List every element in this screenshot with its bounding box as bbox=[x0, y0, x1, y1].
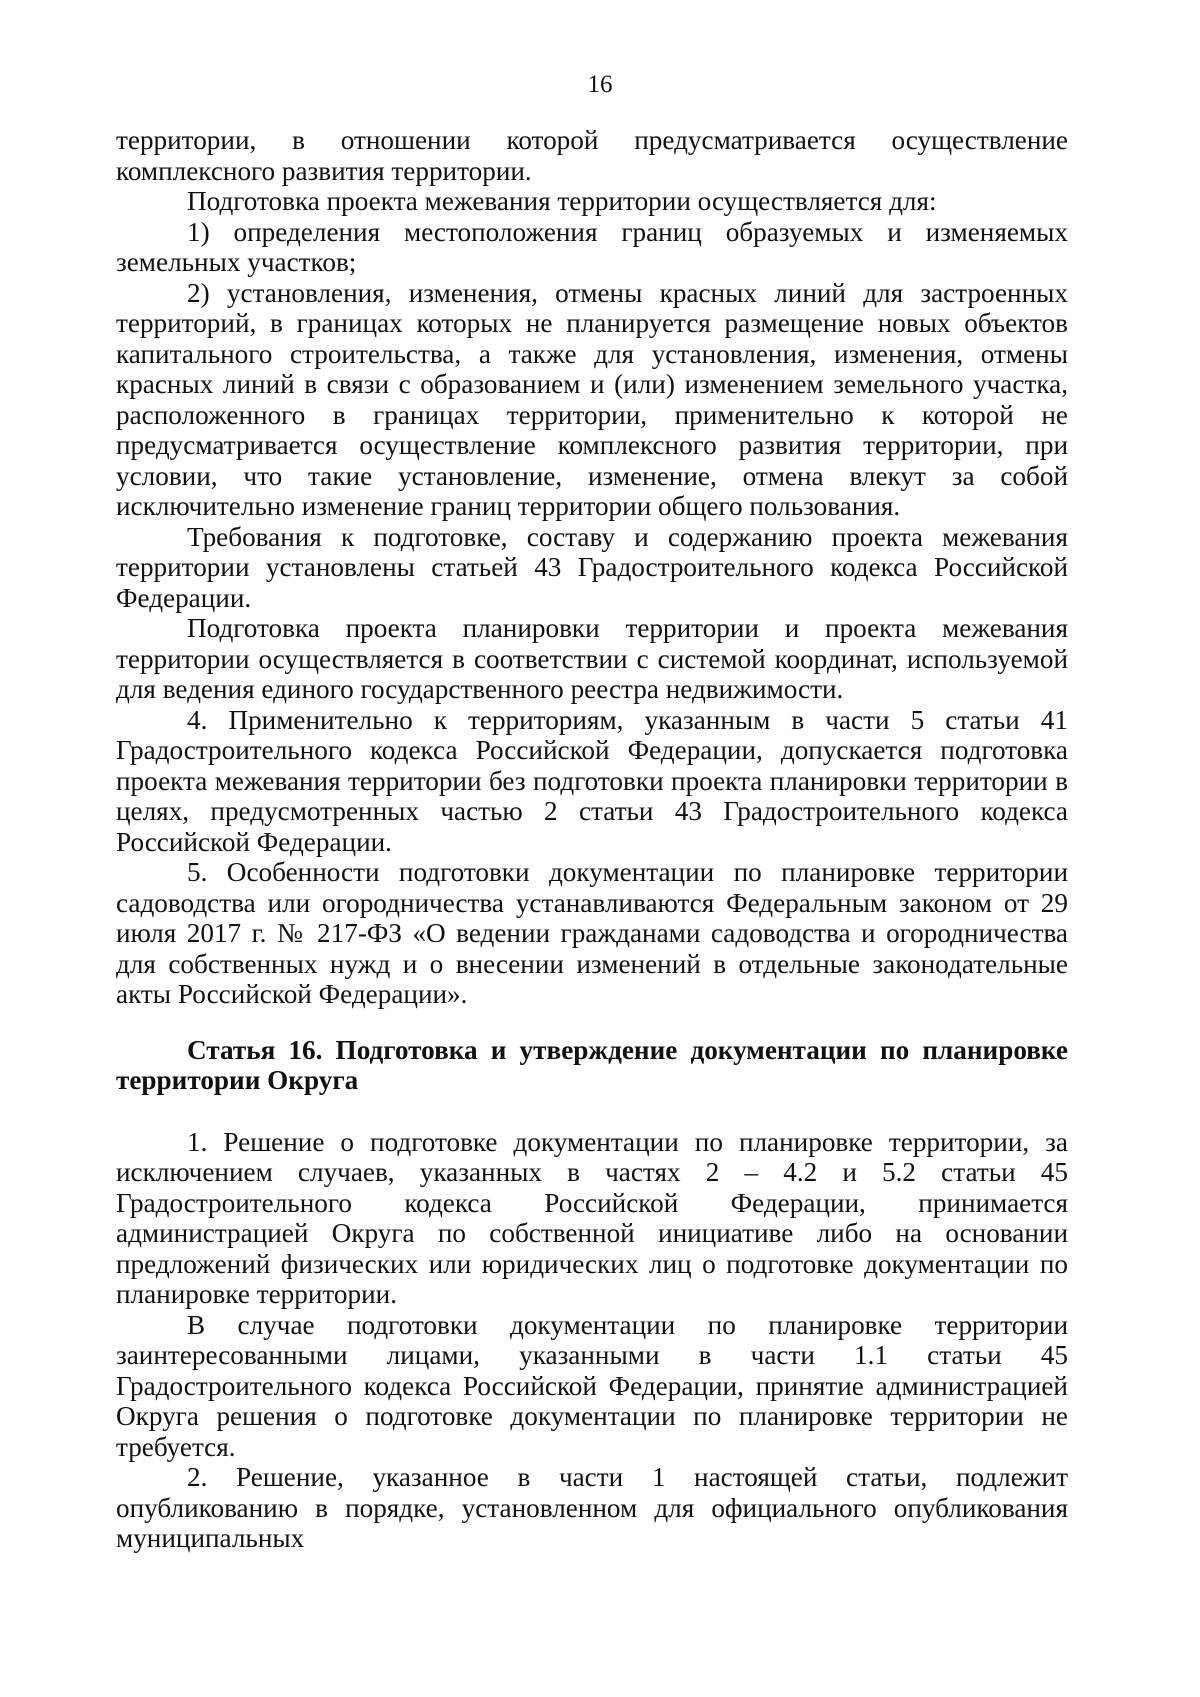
paragraph: В случае подготовки документации по планировке территории заинтересованными лицами, указанными в части 1.1 статьи 45 Градостроительного кодекса Российской Федерации, принятие администрацией Округа решения о подготовке документации по планировке территории не требуется. bbox=[116, 1309, 1068, 1462]
paragraphs-bottom bbox=[116, 1127, 1068, 1554]
article-heading: Статья 16. Подготовка и утверждение документации по планировке территории Округа bbox=[116, 1034, 1068, 1095]
paragraphs-top bbox=[116, 125, 1068, 1010]
paragraph: 1) определения местоположения границ образуемых и изменяемых земельных участков; bbox=[116, 216, 1068, 277]
page-number: 16 bbox=[587, 71, 613, 98]
paragraph: 2. Решение, указанное в части 1 настоящей статьи, подлежит опубликованию в порядке, установленном для официального опубликования муниципальных bbox=[116, 1462, 1068, 1553]
paragraph: 1. Решение о подготовке документации по планировке территории, за исключением случаев, указанных в частях 2 – 4.2 и 5.2 статьи 45 Градостроительного кодекса Российской Федерации, принимается администрацией Округа по собственной инициативе либо на основании предложений физических или юридических лиц о подготовке документации по планировке территории. bbox=[116, 1126, 1068, 1309]
paragraph: Подготовка проекта планировки территории и проекта межевания территории осуществляется в соответствии с системой координат, используемой для ведения единого государственного реестра недвижимости. bbox=[116, 613, 1068, 704]
paragraph: Подготовка проекта межевания территории осуществляется для: bbox=[187, 186, 937, 216]
paragraph: Требования к подготовке, составу и содержанию проекта межевания территории установлены статьей 43 Градостроительного кодекса Российской Федерации. bbox=[116, 521, 1068, 613]
paragraph: 5. Особенности подготовки документации по планировке территории садоводства или огородничества устанавливаются Федеральным законом от 29 июля 2017 г. № 217-ФЗ «О ведении гражданами садоводства и огородничества для собственных нужд и о внесении изменений в отдельные законодательные акты Российской Федерации». bbox=[116, 857, 1068, 1009]
paragraph: 2) установления, изменения, отмены красных линий для застроенных территорий, в границах которых не планируется размещение новых объектов капитального строительства, а также для установления, изменения, отмены красных линий в связи с образованием и (или) изменением земельного участка, расположенного в границах территории, применительно к которой не предусматривается осуществление комплексного развития территории, при условии, что такие установление, изменение, отмена влекут за собой исключительно изменение границ территории общего пользования. bbox=[116, 277, 1068, 521]
document-body bbox=[116, 125, 1068, 1554]
paragraph: территории, в отношении которой предусматривается осуществление комплексного развития территории. bbox=[116, 125, 1068, 186]
paragraph: 4. Применительно к территориям, указанным в части 5 статьи 41 Градостроительного кодекса Российской Федерации, допускается подготовка проекта межевания территории без подготовки проекта планировки территории в целях, предусмотренных частью 2 статьи 43 Градостроительного кодекса Российской Федерации. bbox=[116, 704, 1068, 857]
